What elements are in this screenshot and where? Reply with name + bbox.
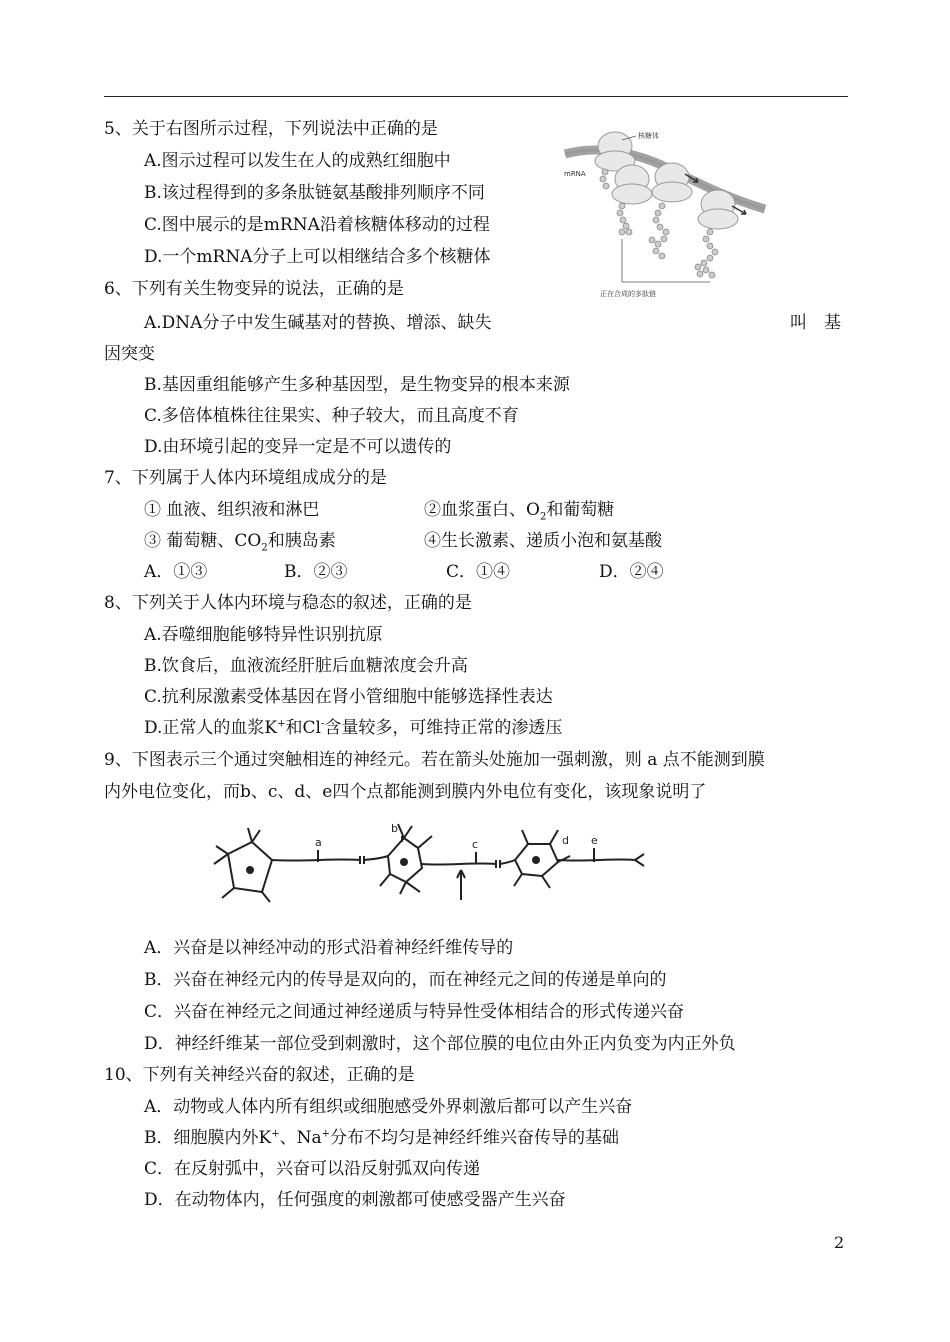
q7-choice-c: C．①④: [446, 562, 511, 582]
q8-option-a: A.吞噬细胞能够特异性识别抗原: [144, 625, 383, 645]
q7-choice-d: D．②④: [599, 562, 664, 582]
q7-item-2: ②血浆蛋白、$O_2$和葡萄糖: [424, 500, 615, 523]
q8-option-d: D.正常人的血浆K+和Cl-含量较多，可维持正常的渗透压: [144, 718, 563, 738]
q6-option-b: B.基因重组能够产生多种基因型，是生物变异的根本来源: [144, 375, 570, 395]
q7-item-3: ③ 葡萄糖、$CO_2$和胰岛素: [144, 531, 336, 554]
q9-stem-line2: 内外电位变化，而b、c、d、e四个点都能测到膜内外电位有变化，该现象说明了: [104, 782, 707, 802]
q10-option-b: B．细胞膜内外K+、Na+分布不均匀是神经纤维兴奋传导的基础: [144, 1128, 619, 1148]
q10-option-a: A．动物或人体内所有组织或细胞感受外界刺激后都可以产生兴奋: [144, 1097, 633, 1117]
q10-option-c: C．在反射弧中，兴奋可以沿反射弧双向传递: [144, 1159, 481, 1179]
q5-option-a: A.图示过程可以发生在人的成熟红细胞中: [144, 151, 451, 171]
q7-choice-b: B．②③: [284, 562, 348, 582]
q9-option-d: D．神经纤维某一部位受到刺激时，这个部位膜的电位由外正内负变为内正外负: [144, 1034, 736, 1054]
point-b-label: b: [391, 822, 398, 835]
page-number: 2: [834, 1233, 845, 1252]
point-c-label: c: [472, 838, 479, 851]
q5-option-c: C.图中展示的是mRNA沿着核糖体移动的过程: [144, 215, 490, 235]
q10-stem: 10、下列有关神经兴奋的叙述，正确的是: [104, 1065, 415, 1085]
q6-option-a: A.DNA分子中发生碱基对的替换、增添、缺失: [144, 313, 492, 333]
q8-stem: 8、下列关于人体内环境与稳态的叙述，正确的是: [104, 593, 472, 613]
q9-stem-line1: 9、下图表示三个通过突触相连的神经元。若在箭头处施加一强刺激，则 a 点不能测到膜: [104, 750, 765, 770]
q6-option-c: C.多倍体植株往往果实、种子较大，而且高度不育: [144, 406, 519, 426]
ribosome-label: 核糖体: [638, 132, 659, 140]
q5-option-b: B.该过程得到的多条肽链氨基酸排列顺序不同: [144, 183, 485, 203]
q7-item-1: ① 血液、组织液和淋巴: [144, 500, 320, 520]
q5-option-d: D.一个mRNA分子上可以相继结合多个核糖体: [144, 247, 491, 267]
q6-option-a-tail: 叫 基: [790, 313, 841, 333]
point-e-label: e: [591, 834, 598, 847]
q8-option-c: C.抗利尿激素受体基因在肾小管细胞中能够选择性表达: [144, 687, 553, 707]
q9-option-a: A．兴奋是以神经冲动的形式沿着神经纤维传导的: [144, 938, 514, 958]
q5-stem: 5、关于右图所示过程，下列说法中正确的是: [104, 119, 438, 139]
mrna-label: mRNA: [564, 170, 586, 178]
neuron-figure: [210, 814, 660, 912]
q8-option-b: B.饮食后，血液流经肝脏后血糖浓度会升高: [144, 656, 468, 676]
q7-stem: 7、下列属于人体内环境组成成分的是: [104, 468, 387, 488]
q9-option-b: B．兴奋在神经元内的传导是双向的，而在神经元之间的传递是单向的: [144, 970, 667, 990]
q7-choice-a: A．①③: [144, 562, 208, 582]
translation-figure: [560, 124, 770, 304]
q6-option-d: D.由环境引起的变异一定是不可以遗传的: [144, 437, 452, 457]
chain-label: 正在合成的多肽链: [600, 290, 656, 298]
q7-item-4: ④生长激素、递质小泡和氨基酸: [424, 531, 662, 551]
point-a-label: a: [315, 836, 322, 849]
point-d-label: d: [562, 834, 569, 847]
q10-option-d: D．在动物体内，任何强度的刺激都可使感受器产生兴奋: [144, 1190, 566, 1210]
header-rule: [104, 96, 848, 97]
q6-option-a-wrap: 因突变: [104, 344, 155, 364]
q9-option-c: C．兴奋在神经元之间通过神经递质与特异性受体相结合的形式传递兴奋: [144, 1002, 685, 1022]
q6-stem: 6、下列有关生物变异的说法，正确的是: [104, 279, 404, 299]
